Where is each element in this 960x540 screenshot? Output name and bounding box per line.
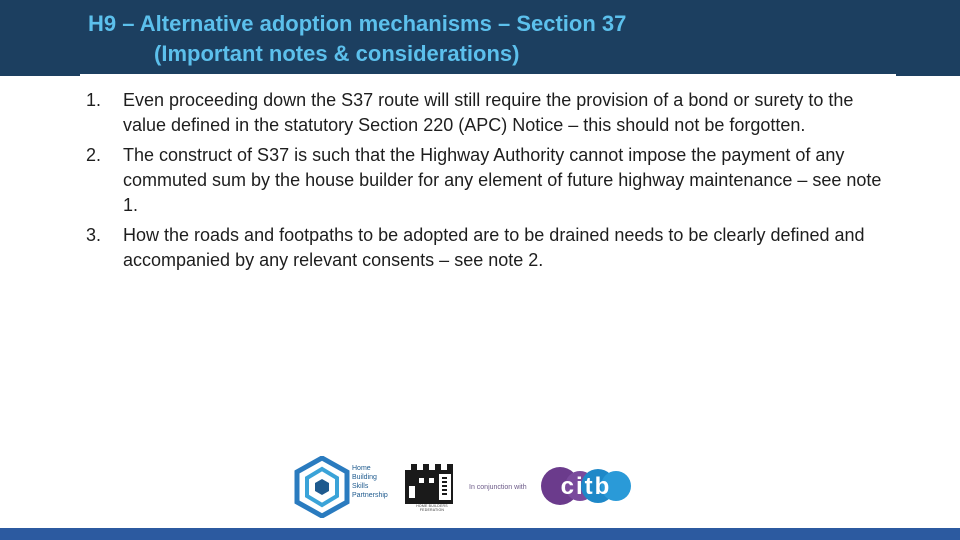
note-item: [86, 223, 886, 273]
title-divider: [80, 74, 896, 76]
hbf-logo-icon: [403, 460, 457, 504]
hbf-logo-subtext: HOME BUILDERS FEDERATION: [416, 504, 448, 512]
hbsp-logo-icon: [294, 456, 350, 518]
title-line-1: H9 – Alternative adoption mechanisms – Section 37: [88, 11, 627, 36]
slide-title: [88, 9, 908, 69]
title-line-2: (Important notes & considerations): [154, 41, 520, 66]
note-text: Even proceeding down the S37 route will still require the provision of a bond or surety to the value defined in the statutory Section 220 (APC) Notice – this should not be forgotten.: [123, 90, 854, 135]
note-text: The construct of S37 is such that the Highway Authority cannot impose the payment of any commuted sum by the house builder for any element of future highway maintenance – see note 1.: [123, 145, 882, 215]
note-number: 1.: [86, 90, 102, 110]
citb-logo-icon: [540, 466, 632, 506]
note-item: [86, 143, 886, 218]
note-number: 3.: [86, 225, 102, 245]
note-item: [86, 88, 886, 138]
footer-bar: [0, 528, 960, 540]
citb-logo-text: citb: [560, 473, 612, 500]
note-number: 2.: [86, 145, 102, 165]
conjunction-text: In conjunction with: [469, 484, 527, 491]
hbsp-text-line: Building: [352, 474, 377, 481]
partner-logos: [290, 452, 640, 524]
hbsp-text-line: Skills: [352, 483, 369, 490]
note-text: How the roads and footpaths to be adopted are to be drained needs to be clearly defined and accompanied by any relevant consents – see note 2.: [123, 225, 865, 270]
hbsp-text-line: Partnership: [352, 492, 388, 499]
hbsp-text-line: Home: [352, 465, 371, 472]
notes-list: [86, 88, 886, 278]
